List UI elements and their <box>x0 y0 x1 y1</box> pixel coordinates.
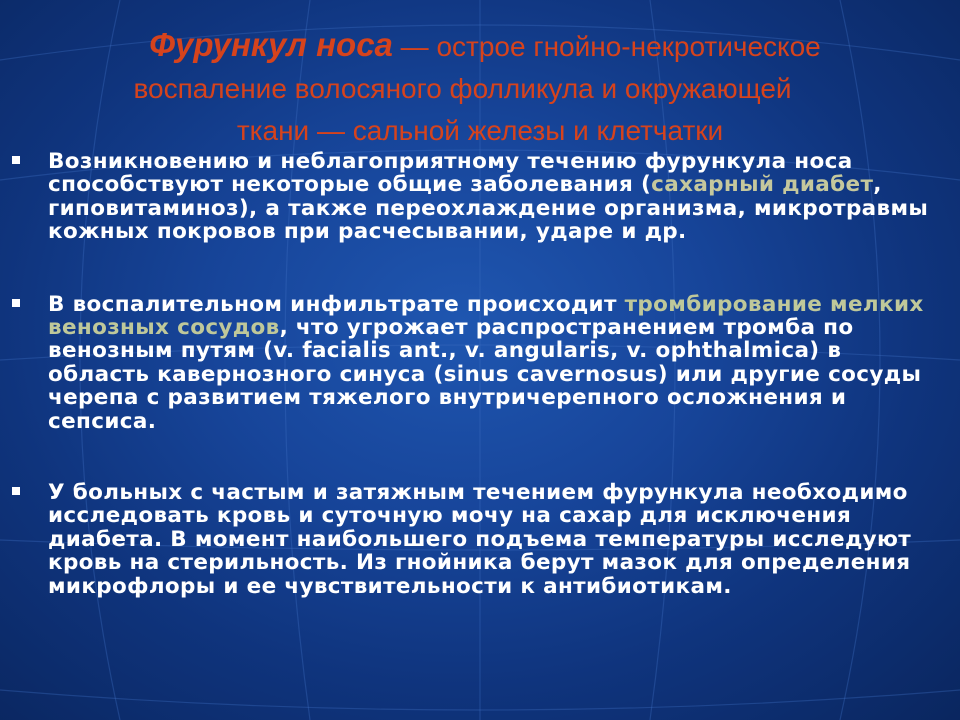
slide-title <box>0 24 960 152</box>
title-line-1 <box>0 24 960 68</box>
bullet-list <box>12 150 942 598</box>
bullet-text: , что угрожает распространением тромба по венозным путям (v. facialis ant., v. angularis, v. ophthalmica) в область кавернозного синуса (sinus cavernosus) или другие сосуды черепа с развитием тяжелого внутричерепного осложнения и сепсиса. <box>48 315 922 434</box>
title-line-3: ткани — сальной железы и клетчатки <box>236 115 724 146</box>
title-term: Фурункул носа <box>149 26 393 63</box>
bullet-item <box>12 293 942 433</box>
title-dash-text: — острое гнойно-некротическое <box>392 31 821 62</box>
bullet-text: У больных с частым и затяжным течением фурункула необходимо исследовать кровь и суточную мочу на сахар для исключения диабета. В момент наибольшего подъема температуры исследуют кровь на стерильность. Из гнойника берут мазок для определения микрофлоры и ее чувствительности к антибиотикам. <box>48 480 912 599</box>
bullet-item <box>12 481 942 598</box>
bullet-text: В воспалительном инфильтрате происходит <box>48 291 625 317</box>
title-line-2: воспаление волосяного фолликула и окружающей <box>133 73 792 104</box>
bullet-marker-icon <box>12 299 20 307</box>
bullet-marker-icon <box>12 156 20 164</box>
bullet-highlight: тромбирование мелких венозных сосудов <box>48 291 924 341</box>
bullet-text: , гиповитаминоз), а также переохлаждение организма, микротравмы кожных покровов при расчесывании, ударе и др. <box>48 172 929 245</box>
bullet-highlight: сахарный диабет <box>651 172 874 198</box>
bullet-item <box>12 150 942 244</box>
bullet-text: Возникновению и неблагоприятному течению фурункула носа способствуют некоторые общие заболевания ( <box>48 149 853 198</box>
bullet-marker-icon <box>12 487 20 495</box>
